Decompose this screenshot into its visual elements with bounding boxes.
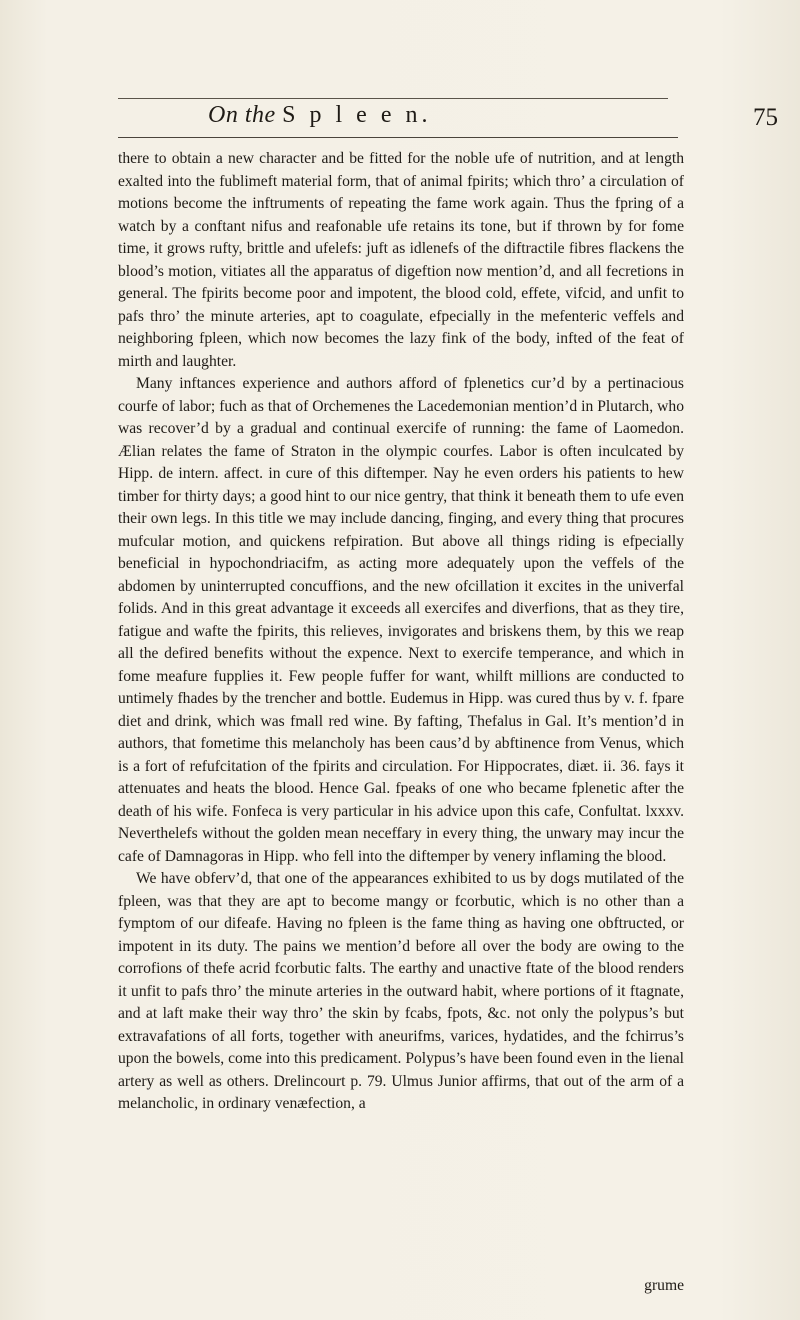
paragraph-3: We have obferv’d, that one of the appearances exhibited to us by dogs mutilated of the fpleen, was that they are apt to become mangy or fcorbutic, which is no other than a fymptom of our difeafe. Having no fpleen is the fame thing as having one obftructed, or impotent in its duty. The pains we mention’d before all over the body are owing to the corrofions of thefe acrid fcorbutic falts. The earthy and unactive ftate of the blood renders it unfit to pafs thro’ the minute arteries in the outward habit, where portions of it ftagnate, and at laft make their way thro’ the skin by fcabs, fpots, &c. not only the polypus’s but extravafations of all forts, together with aneurifms, varices, hydatides, and the fchirrus’s upon the bowels, come into this predicament. Polypus’s have been found even in the lienal artery as well as others. Drelincourt p. 79. Ulmus Junior affirms, that out of the arm of a melancholic, in ordinary venæfection, a xyxy=(118,870,684,1112)
page-header xyxy=(118,100,778,140)
header-rule xyxy=(118,137,678,138)
catchword: grume xyxy=(644,1277,684,1294)
running-head-italic: On the xyxy=(208,102,276,128)
running-head xyxy=(208,102,431,129)
body-text xyxy=(118,148,684,1116)
running-head-caps: S p l e e n. xyxy=(282,102,432,128)
paragraph-1: there to obtain a new character and be fitted for the noble ufe of nutrition, and at length exalted into the fublimeft material form, that of animal fpirits; which thro’ a circulation of motions become the inftruments of repeating the fame work again. Thus the fpring of a watch by a conftant nifus and reafonable ufe retains its tone, but if thrown by for fome time, it grows rufty, brittle and ufelefs: juft as idlenefs of the diftractile fibres flackens the blood’s motion, vitiates all the apparatus of digeftion now mention’d, and all fecretions in general. The fpirits become poor and impotent, the blood cold, effete, vifcid, and unfit to pafs thro’ the minute arteries, apt to coagulate, efpecially in the mefenteric veffels and neighboring fpleen, which now becomes the lazy fink of the body, infted of the feat of mirth and laughter. xyxy=(118,150,684,370)
page-number: 75 xyxy=(753,104,778,131)
top-rule xyxy=(118,98,668,99)
paragraph-2: Many inftances experience and authors afford of fplenetics cur’d by a pertinacious courfe of labor; fuch as that of Orchemenes the Lacedemonian mention’d in Plutarch, who was recover’d by a gradual and continual exercife of running: the fame of Laomedon. Ælian relates the fame of Straton in the olympic courfes. Labor is often inculcated by Hipp. de intern. affect. in cure of this diftemper. Nay he even orders his patients to hew timber for thirty days; a good hint to our nice gentry, that think it beneath them to ufe even their own legs. In this title we may include dancing, finging, and every thing that procures mufcular motion, and quickens refpiration. But above all things riding is efpecially beneficial in hypochondriacifm, as acting more adequately upon the veffels of the abdomen by uninterrupted concuffions, and the new ofcillation it excites in the univerfal folids. And in this great advantage it exceeds all exercifes and diverfions, that as they tire, fatigue and wafte the fpirits, this relieves, invigorates and briskens them, by this we reap all the defired benefits without the expence. Next to exercife temperance, and which in fome meafure fupplies it. Few people fuffer for want, whilft millions are conducted to untimely fhades by the trencher and bottle. Eudemus in Hipp. was cured thus by v. f. fpare diet and drink, which was fmall red wine. By fafting, Thefalus in Gal. It’s mention’d in authors, that fometime this melancholy has been caus’d by abftinence from Venus, which is a fort of refufcitation of the fpirits and circulation. For Hippocrates, diæt. ii. 36. fays it attenuates and heats the blood. Hence Gal. fpeaks of one who became fplenetic after the death of his wife. Fonfeca is very particular in his advice upon this cafe, Confultat. lxxxv. Neverthelefs without the golden mean neceffary in every thing, the unwary may incur the cafe of Damnagoras in Hipp. who fell into the diftemper by venery inflaming the blood. xyxy=(118,375,684,865)
